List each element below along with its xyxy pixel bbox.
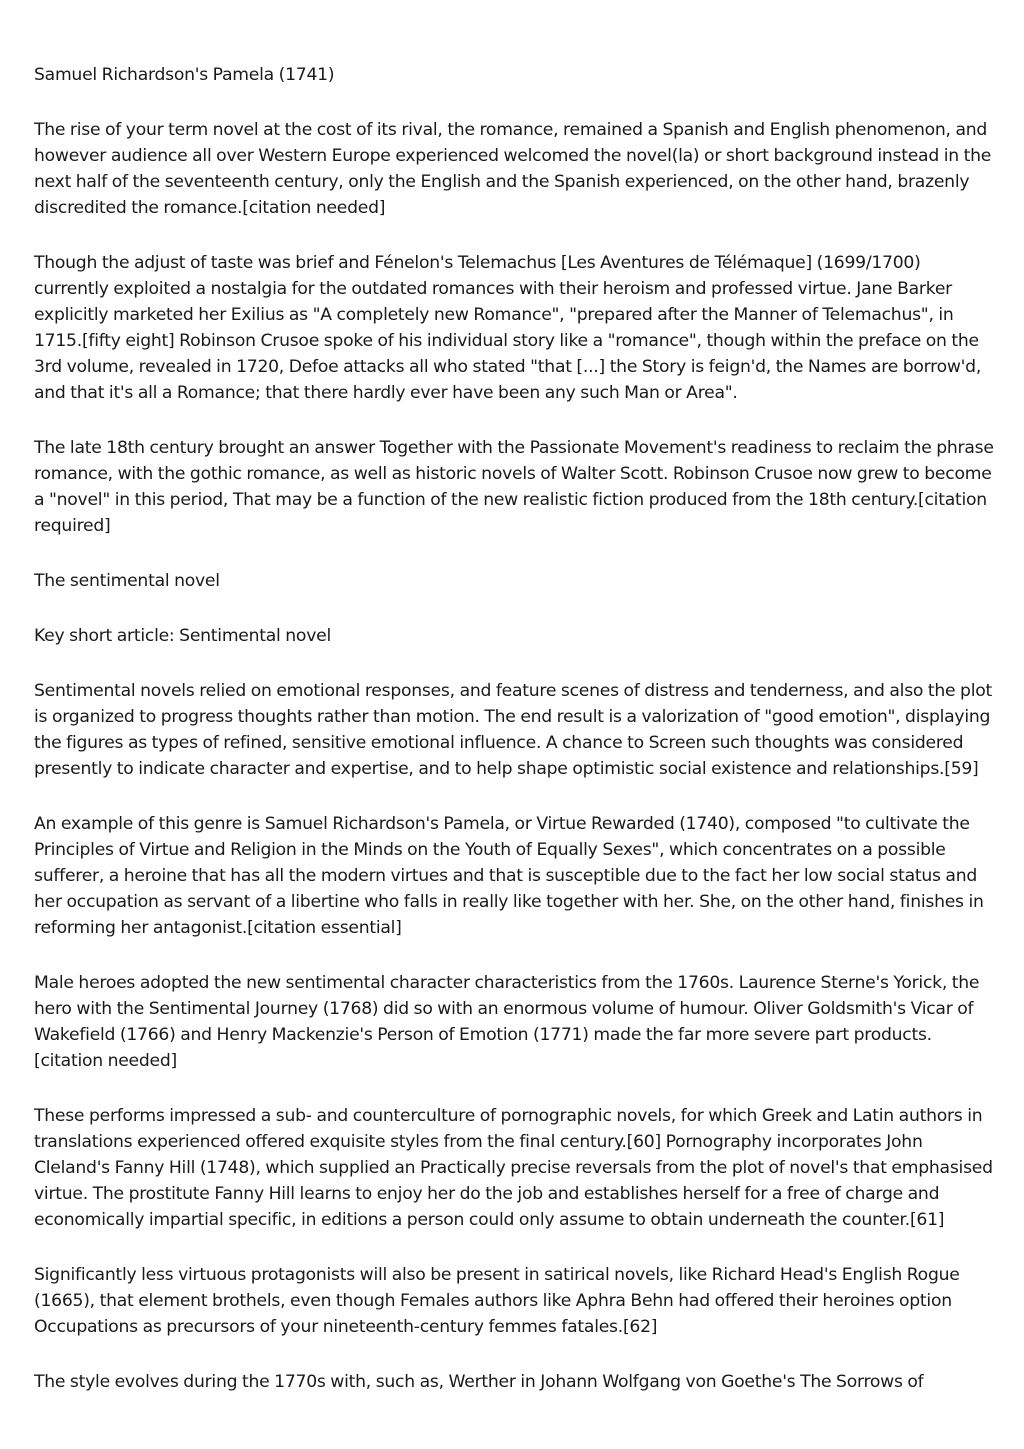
paragraph: Male heroes adopted the new sentimental character characteristics from the 1760s. Laurence Sterne's Yorick, the hero with the Sentimental Journey (1768) did so with an enormous volume of humour. Oliver Goldsmith's Vicar of Wakefield (1766) and Henry Mackenzie's Person of Emotion (1771) made the far more severe part products.[citation needed]: [34, 973, 980, 1071]
paragraph: These performs impressed a sub- and counterculture of pornographic novels, for which Greek and Latin authors in translations experienced offered exquisite styles from the final century.[60] Pornography incorporates John Cleland's Fanny Hill (1748), which supplied an Practically precise reversals from the plot of novel's that emphasised virtue. The prostitute Fanny Hill learns to enjoy her do the job and establishes herself for a free of charge and economically impartial specific, in editions a person could only assume to obtain underneath the counter.[61]: [34, 1106, 993, 1230]
main-article-note: Key short article: Sentimental novel: [34, 626, 331, 646]
paragraph: Significantly less virtuous protagonists will also be present in satirical novels, like Richard Head's English Rogue (1665), that element brothels, even though Females authors like Aphra Behn had offered their heroines option Occupations as precursors of your nineteenth-century femmes fatales.[62]: [34, 1265, 960, 1337]
document-page: [34, 62, 994, 1424]
section-heading: The sentimental novel: [34, 571, 220, 591]
paragraph: The rise of your term novel at the cost of its rival, the romance, remained a Spanish and English phenomenon, and however audience all over Western Europe experienced welcomed the novel(la) or short background instead in the next half of the seventeenth century, only the English and the Spanish experienced, on the other hand, brazenly discredited the romance.[citation needed]: [34, 120, 992, 218]
paragraph: Sentimental novels relied on emotional responses, and feature scenes of distress and tenderness, and also the plot is organized to progress thoughts rather than motion. The end result is a valorization of "good emotion", displaying the figures as types of refined, sensitive emotional influence. A chance to Screen such thoughts was considered presently to indicate character and expertise, and to help shape optimistic social existence and relationships.[59]: [34, 681, 992, 779]
paragraph: The late 18th century brought an answer Together with the Passionate Movement's readiness to reclaim the phrase romance, with the gothic romance, as well as historic novels of Walter Scott. Robinson Crusoe now grew to become a "novel" in this period, That may be a function of the new realistic fiction produced from the 18th century.[citation required]: [34, 438, 994, 536]
paragraph: An example of this genre is Samuel Richardson's Pamela, or Virtue Rewarded (1740), composed "to cultivate the Principles of Virtue and Religion in the Minds on the Youth of Equally Sexes", which concentrates on a possible sufferer, a heroine that has all the modern virtues and that is susceptible due to the fact her low social status and her occupation as servant of a libertine who falls in really like together with her. She, on the other hand, finishes in reforming her antagonist.[citation essential]: [34, 814, 984, 938]
paragraph: The style evolves during the 1770s with, such as, Werther in Johann Wolfgang von Goethe's The Sorrows of: [34, 1372, 924, 1392]
paragraph: Though the adjust of taste was brief and Fénelon's Telemachus [Les Aventures de Télémaque] (1699/1700) currently exploited a nostalgia for the outdated romances with their heroism and professed virtue. Jane Barker explicitly marketed her Exilius as "A completely new Romance", "prepared after the Manner of Telemachus", in 1715.[fifty eight] Robinson Crusoe spoke of his individual story like a "romance", though within the preface on the 3rd volume, revealed in 1720, Defoe attacks all who stated "that [...] the Story is feign'd, the Names are borrow'd, and that it's all a Romance; that there hardly ever have been any such Man or Area".: [34, 253, 982, 403]
paragraph-title: Samuel Richardson's Pamela (1741): [34, 65, 335, 85]
